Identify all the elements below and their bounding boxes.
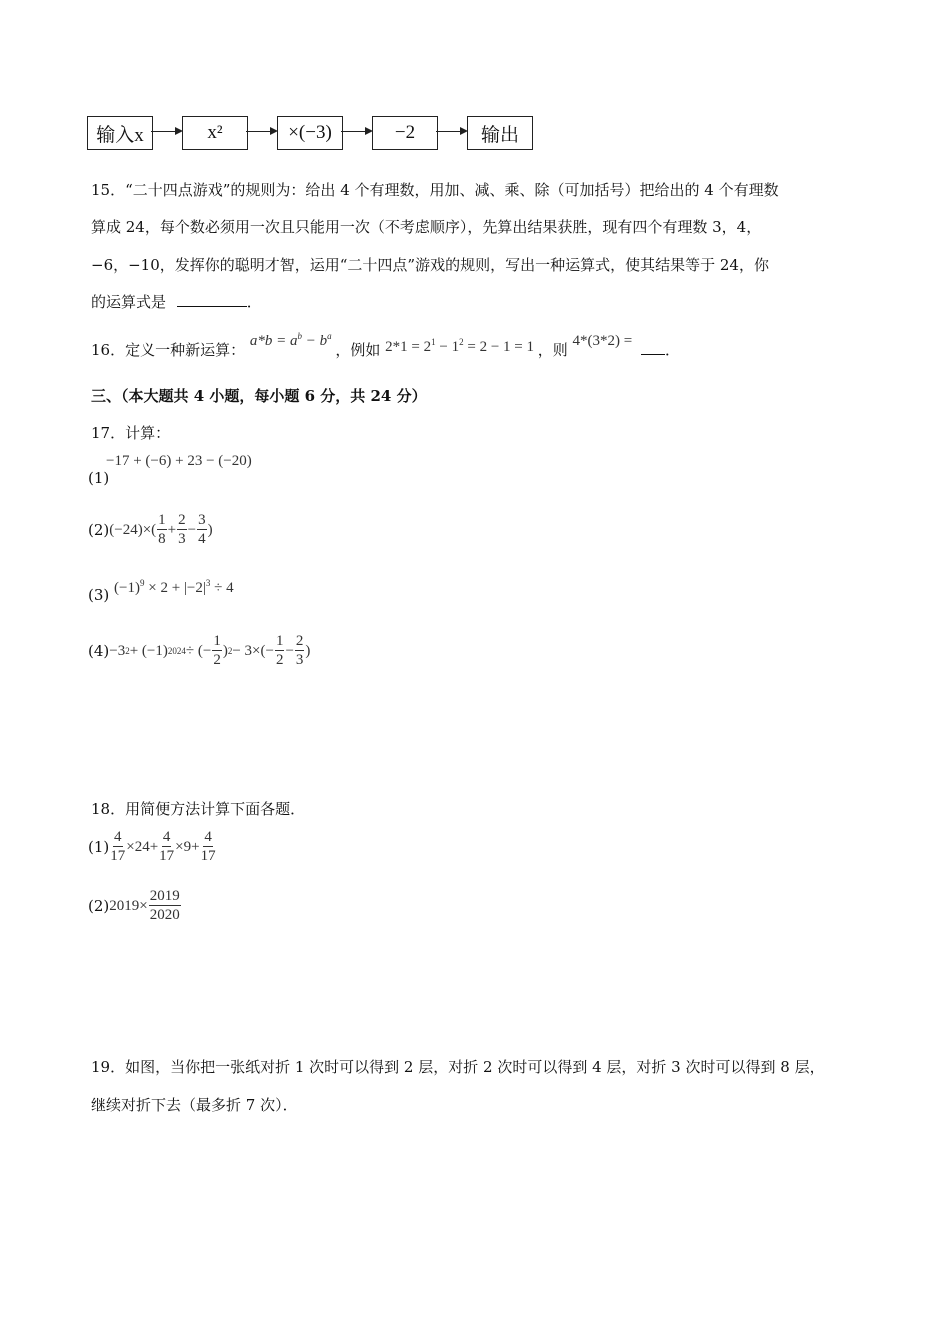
q16-example: $2*1 = 2^1 - 1^2 = 2 - 1 = 1$: [385, 337, 534, 355]
q17-p1-expr: −17 + (−6) + 23 − (−20): [106, 453, 252, 469]
arrow-1: [151, 131, 181, 132]
q16-sep2: ，则: [537, 341, 568, 359]
q18-p2: [88, 889, 182, 923]
q17-title: 17．计算：: [91, 424, 171, 442]
q15-line1: 15．“二十四点游戏”的规则为：给出 4 个有理数，用加、减、乘、除（可加括号）把给出的 4 个有理数: [91, 181, 779, 199]
q17-p4: [88, 634, 310, 668]
q17-p2-expr: (−24)×( $\frac{1}{8}$ + $\frac{2}{3}$ − $\frac{3}{4}$ ): [109, 512, 213, 547]
flow-multiply-box: ×(−3): [277, 116, 343, 150]
q16-definition: $a*b = a^b - b^a$: [249, 331, 332, 349]
q16-lead: 16．定义一种新运算：: [91, 341, 246, 359]
arrow-3: [341, 131, 371, 132]
q18-p1-label: (1): [88, 838, 110, 856]
q17-p1-label: (1): [88, 469, 110, 487]
q19-line1: 19．如图，当你把一张纸对折 1 次时可以得到 2 层，对折 2 次时可以得到 4 层，对折 3 次时可以得到 8 层，: [91, 1058, 825, 1076]
q16-answer-blank[interactable]: [641, 354, 665, 355]
flow-square-box: x²: [182, 116, 248, 150]
q17-p3: [88, 578, 234, 604]
q15-line3: −6，−10，发挥你的聪明才智，运用“二十四点”游戏的规则，写出一种运算式，使其结果等于 24，你: [91, 256, 769, 274]
q18-p2-label: (2): [88, 897, 110, 915]
flow-subtract-box: −2: [372, 116, 438, 150]
q17-p2-label: (2): [88, 521, 110, 539]
section-3-heading: 三、（本大题共 4 小题，每小题 6 分，共 24 分）: [91, 387, 427, 405]
q15-line4: 的运算式是 ．: [91, 293, 262, 311]
q17-p4-expr: −3 2 + (−1) 2024 ÷ (− $\frac{1}{2}$ ) 2 − 3×(− $\frac{1}{2}$ − $\frac{2}{3}$ ): [109, 633, 311, 668]
arrow-4: [436, 131, 466, 132]
q18-p2-expr: 2019× $\frac{2019}{2020}$: [109, 888, 180, 923]
q18-p1: [88, 830, 217, 864]
q15-answer-prompt: 的运算式是: [91, 293, 167, 311]
q17-p4-label: (4): [88, 642, 110, 660]
q16-sep1: ，例如: [335, 341, 381, 359]
q15-line2: 算成 24，每个数必须用一次且只能用一次（不考虑顺序），先算出结果获胜，现有四个有理数 3，4，: [91, 218, 762, 236]
q16-ask: 4*(3*2) =: [572, 333, 633, 349]
q17-p3-expr: $(-1)^9 \times 2 + |-2|^3 \div 4$: [114, 578, 234, 596]
q15-answer-blank[interactable]: [177, 306, 247, 307]
q18-title: 18．用简便方法计算下面各题．: [91, 800, 306, 818]
q18-p1-expr: $\frac{4}{17}$ ×24+ $\frac{4}{17}$ ×9+ $\frac{4}{17}$: [110, 829, 216, 864]
q17-p2: [88, 513, 213, 547]
q16-line: 16．定义一种新运算： $a*b = a^b - b^a$ ，例如 $2*1 = 2^1 - 1^2 = 2 - 1 = 1$ ，则 4*(3*2) = ．: [91, 331, 681, 359]
q19-line2: 继续对折下去（最多折 7 次）．: [91, 1096, 298, 1114]
arrow-2: [246, 131, 276, 132]
q17-p3-label: (3): [88, 586, 110, 604]
flow-output-box: 输出: [467, 116, 533, 150]
flow-input-box: 输入x: [87, 116, 153, 150]
